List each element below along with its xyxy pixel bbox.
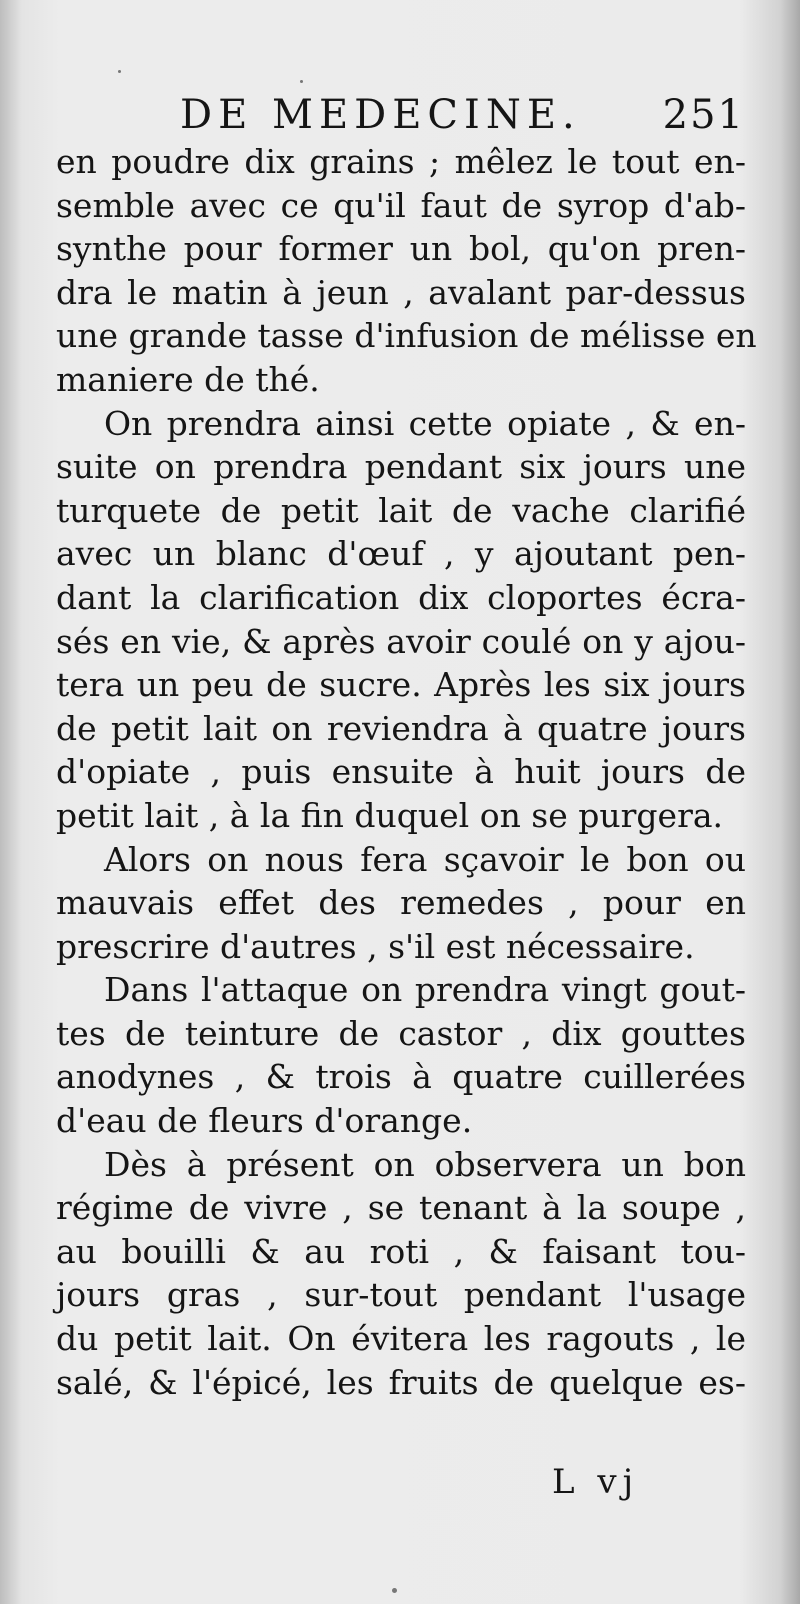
paper-speck xyxy=(300,80,303,83)
text-line: prescrire d'autres , s'il est nécessaire. xyxy=(56,926,695,966)
paper-speck xyxy=(118,70,121,73)
text-line: au bouilli & au roti , & faisant tou- xyxy=(56,1231,746,1271)
text-line: petit lait , à la fin duquel on se purgera. xyxy=(56,795,724,835)
page-header xyxy=(180,92,745,144)
body-text xyxy=(56,140,757,1404)
text-line: semble avec ce qu'il faut de syrop d'ab- xyxy=(56,185,746,225)
text-line: du petit lait. On évitera les ragouts , le xyxy=(56,1319,746,1359)
text-line: mauvais effet des remedes , pour en xyxy=(56,883,746,923)
text-line: Dès à présent on observera un bon xyxy=(104,1144,746,1184)
text-line: salé, & l'épicé, les fruits de quelque es- xyxy=(56,1362,746,1402)
text-line: tera un peu de sucre. Après les six jours xyxy=(56,665,746,705)
text-line: sés en vie, & après avoir coulé on y ajou- xyxy=(56,621,746,661)
text-line: dant la clarification dix cloportes écra- xyxy=(56,577,746,617)
text-line: Dans l'attaque on prendra vingt gout- xyxy=(104,970,746,1010)
text-line: en poudre dix grains ; mêlez le tout en- xyxy=(56,142,746,181)
text-line: de petit lait on reviendra à quatre jours xyxy=(56,708,746,748)
text-line: maniere de thé. xyxy=(56,359,320,399)
text-line: turquete de petit lait de vache clarifié xyxy=(56,490,746,530)
text-line: tes de teinture de castor , dix gouttes xyxy=(56,1013,746,1053)
text-line: dra le matin à jeun , avalant par-dessus xyxy=(56,272,746,312)
text-line: synthe pour former un bol, qu'on pren- xyxy=(56,229,746,269)
text-line: avec un blanc d'œuf , y ajoutant pen- xyxy=(56,534,746,574)
page-number: 251 xyxy=(662,92,745,138)
text-line: anodynes , & trois à quatre cuillerées xyxy=(56,1057,746,1097)
text-line: suite on prendra pendant six jours une xyxy=(56,447,746,487)
text-line: Alors on nous fera sçavoir le bon ou xyxy=(104,839,746,879)
text-line: On prendra ainsi cette opiate , & en- xyxy=(104,403,746,443)
text-line: d'eau de fleurs d'orange. xyxy=(56,1101,473,1141)
text-line: une grande tasse d'infusion de mélisse en xyxy=(56,316,757,356)
text-line: d'opiate , puis ensuite à huit jours de xyxy=(56,752,746,792)
running-head: DE MEDECINE. xyxy=(180,92,581,138)
signature-mark: L vj xyxy=(552,1462,640,1502)
paper-speck xyxy=(392,1588,397,1593)
text-line: régime de vivre , se tenant à la soupe , xyxy=(56,1188,746,1228)
text-line: jours gras , sur-tout pendant l'usage xyxy=(56,1275,746,1315)
